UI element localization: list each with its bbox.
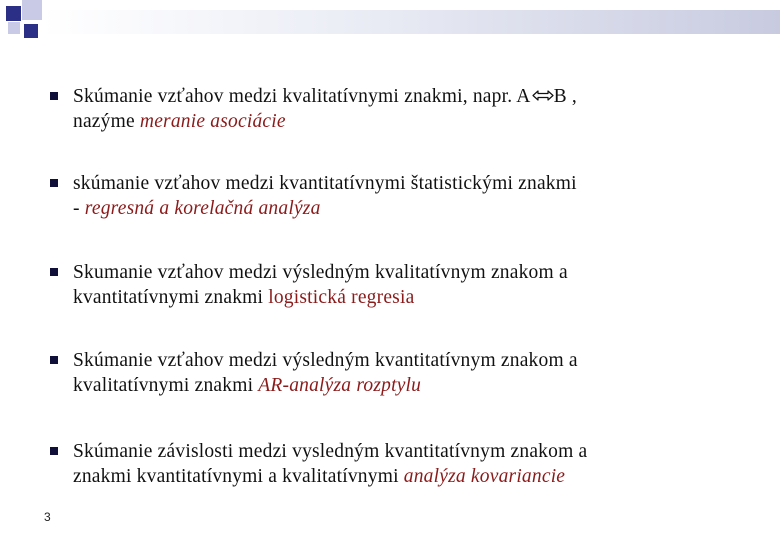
highlighted-term: meranie asociácie [139, 111, 286, 132]
bullet-line: Skúmanie vzťahov medzi výsledným kvantitatívnym znakom a [73, 350, 578, 371]
bullet-text [73, 84, 740, 134]
bullet-square-icon [50, 92, 58, 100]
bullet-square-icon [50, 179, 58, 187]
bullet-text [73, 348, 740, 398]
bullet-line: kvantitatívnymi znakmi [73, 287, 269, 308]
highlighted-term: AR-analýza rozptylu [258, 375, 422, 396]
bullet-square-icon [50, 447, 58, 455]
bullet-text [73, 439, 740, 489]
bullet-line: znakmi kvantitatívnymi a kvalitatívnymi [73, 466, 404, 487]
bullet-line: skúmanie vzťahov medzi kvantitatívnymi štatistickými znakmi [73, 173, 577, 194]
bullet-square-icon [50, 356, 58, 364]
list-item [50, 348, 740, 398]
page-number: 3 [44, 510, 51, 524]
list-item [50, 439, 740, 489]
bullet-text [73, 171, 740, 221]
bullet-square-icon [50, 268, 58, 276]
list-item [50, 171, 740, 221]
highlighted-term: regresná a korelačná analýza [84, 198, 321, 219]
bullet-line: Skúmanie závislosti medzi vysledným kvantitatívnym znakom a [73, 441, 588, 462]
bullet-text [73, 260, 740, 310]
double-arrow-icon [532, 90, 554, 101]
bullet-line: kvalitatívnymi znakmi [73, 375, 259, 396]
bullet-line-end: B , [553, 86, 577, 107]
list-item [50, 84, 740, 134]
highlighted-term: analýza kovariancie [403, 466, 566, 487]
bullet-line: Skumanie vzťahov medzi výsledným kvalitatívnym znakom a [73, 262, 568, 283]
bullet-line: - [73, 198, 85, 219]
bullet-line: Skúmanie vzťahov medzi kvalitatívnymi znakmi, napr. A [73, 86, 531, 107]
bullet-line: nazýme [73, 111, 140, 132]
highlighted-term: logistická regresia [268, 287, 415, 308]
list-item [50, 260, 740, 310]
